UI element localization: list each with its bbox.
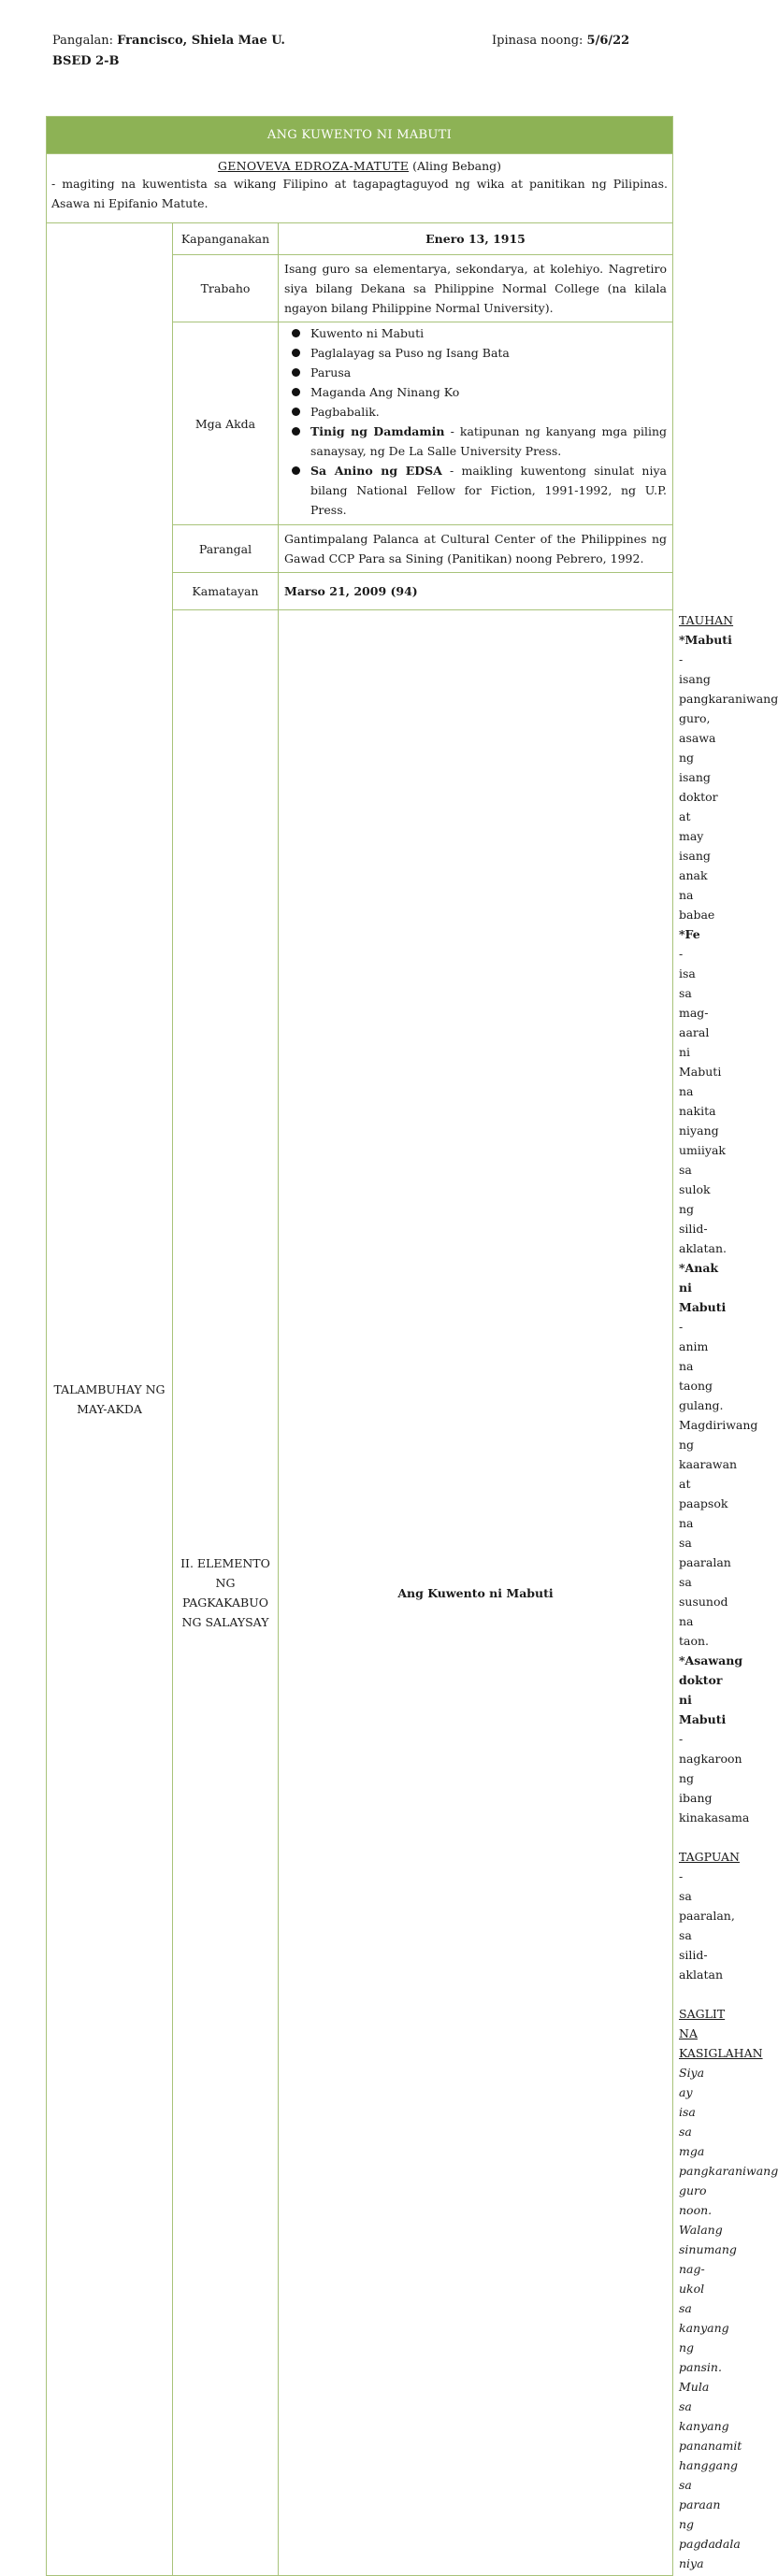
award-value: Gantimpalang Palanca at Cultural Center of the Philippines ng Gawad CCP Para sa Sining (Panitikan) noong Pebrero, 1992. (279, 525, 673, 573)
works-list (284, 323, 667, 520)
story-label: Ang Kuwento ni Mabuti (279, 610, 673, 2576)
work-item: Maganda Ang Ninang Ko (284, 382, 667, 402)
bio-section-label: TALAMBUHAY NG MAY-AKDA (47, 223, 173, 2576)
author-alias: (Aling Bebang) (412, 159, 502, 173)
author-cell (47, 154, 673, 223)
author-description: - magiting na kuwentista sa wikang Filipino at tagapagtaguyod ng wika at panitikan ng Pilipinas. Asawa ni Epifanio Matute. (51, 177, 668, 210)
work-item: Sa Anino ng EDSA - maikling kuwentong sinulat niya bilang National Fellow for Fiction, 1991-1992, ng U.P. Press. (284, 461, 667, 520)
job-value: Isang guro sa elementarya, sekondarya, at kolehiyo. Nagretiro siya bilang Dekana sa Philippine Normal College (na kilala ngayon bilang Philippine Normal University). (279, 255, 673, 322)
work-item: Paglalayag sa Puso ng Isang Bata (284, 343, 667, 363)
name-label: Pangalan: (52, 34, 114, 48)
class-section: BSED 2-B (52, 54, 120, 68)
birth-label: Kapanganakan (173, 223, 279, 255)
author-heading (51, 158, 668, 174)
submission-date: 5/6/22 (586, 34, 630, 48)
table-title: ANG KUWENTO NI MABUTI (47, 117, 673, 154)
work-item: Pagbabalik. (284, 402, 667, 422)
elements-section-label: II. ELEMENTO NG PAGKAKABUO NG SALAYSAY (173, 610, 279, 2576)
work-item: Kuwento ni Mabuti (284, 323, 667, 343)
name-line (52, 34, 285, 48)
death-value: Marso 21, 2009 (94) (279, 573, 673, 610)
works-cell (279, 322, 673, 525)
setting-heading: TAGPUAN (679, 1850, 740, 1864)
work-item: Tinig ng Damdamin - katipunan ng kanyang mga piling sanaysay, ng De La Salle University Press. (284, 422, 667, 461)
section-line (52, 54, 120, 68)
date-label: Ipinasa noong: (492, 34, 584, 48)
birth-value: Enero 13, 1915 (279, 223, 673, 255)
death-label: Kamatayan (173, 573, 279, 610)
story-table: ANG KUWENTO NI MABUTI GENOVEVA EDROZA-MATUTE (Aling Bebang) - magiting na kuwentista sa wikang Filipino at tagapagtaguyod ng wika at panitikan ng Pilipinas. Asawa ni Epifanio Matute. TALAMBUHAY NG MAY-AKDA Kapanganakan Enero 13, 1915 Trabaho Isang guro sa elementarya, sekondarya, at kolehiyo. Nagretiro siya bilang Dekana sa Philippine Normal College (na kilala ngayon bilang Philippine Normal University). Mga Akda Kuwento ni Mabuti Paglalayag sa Puso ng Isang Bata Parusa Maganda Ang Ninang Ko Pagbabalik. Tinig ng Damdamin - katipunan ng kanyang mga piling sanaysay, ng De La Salle University Press. Sa Anino ng EDSA - maikling kuwentong sinulat niya bilang National Fellow for Fiction, 1991-1992, ng U.P. Press. Parangal Gantimpalang Palanca at Cultural Center of the Philippines ng Gawad CCP Para sa Sining (Panitikan) noong Pebrero, 1992. Kamatayan Marso 21, 2009 (94) II. ELEMENTO NG PAGKAKABUO NG SALAYSAY Ang Kuwento ni Mabuti TAUHAN *Mabuti - isang pangkaraniwang guro, asawa ng isang doktor at may isang anak na babae *Fe - isa sa mag-aaral ni Mabuti na nakita niyang umiiyak sa sulok ng silid-aklatan. *Anak ni Mabuti - anim na taong gulang. Magdiriwang ng kaarawan at paapsok na sa paaralan sa susunod na taon. *Asawang doktor ni Mabuti - nagkaroon ng ibang kinakasama TAGPUAN - sa paaralan, sa silid-aklatan SAGLIT NA KASIGLAHAN Siya ay isa sa mga pangkaraniwang guro noon. Walang sinumang nag-ukol sa kanyang ng pansin. Mula sa kanyang pananamit hanggang sa paraan ng pagdadala niya (46, 116, 673, 2576)
award-label: Parangal (173, 525, 279, 573)
work-item: Parusa (284, 363, 667, 382)
student-name: Francisco, Shiela Mae U. (117, 34, 285, 48)
works-label: Mga Akda (173, 322, 279, 525)
setting-text: - sa paaralan, sa silid-aklatan (679, 1869, 735, 1982)
author-name: GENOVEVA EDROZA-MATUTE (217, 159, 410, 173)
job-label: Trabaho (173, 255, 279, 322)
date-line (492, 34, 629, 48)
